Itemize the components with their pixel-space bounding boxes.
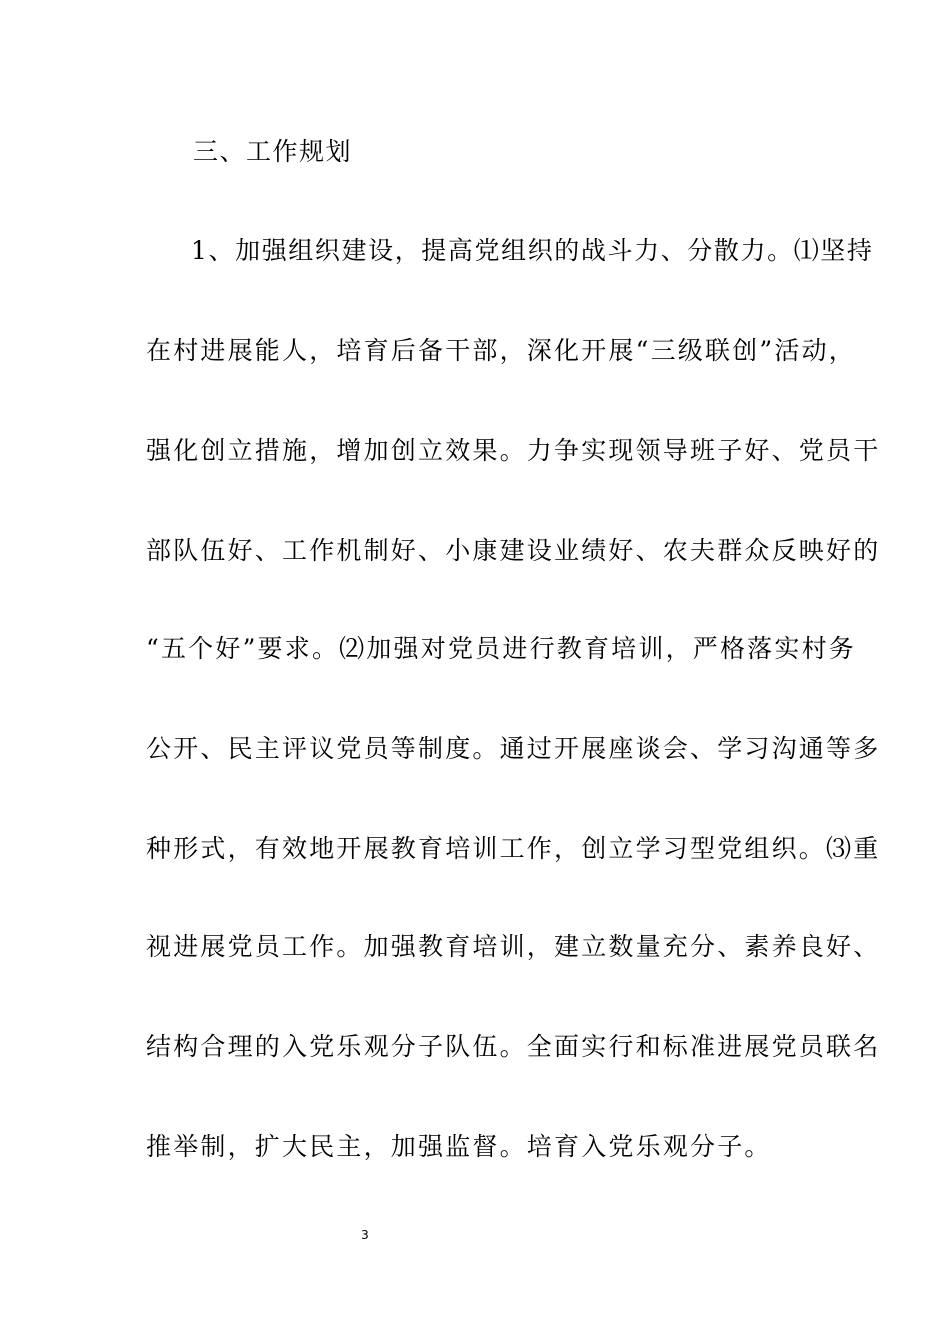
- paragraph-line-3: 强化创立措施，增加创立效果。力争实现领导班子好、党员干: [146, 436, 881, 465]
- paragraph-line-4: 部队伍好、工作机制好、小康建设业绩好、农夫群众反映好的: [146, 536, 881, 565]
- paragraph-line-1: 1、加强组织建设，提高党组织的战斗力、分散力。⑴坚持: [191, 236, 874, 265]
- paragraph-line-5: “五个好”要求。⑵加强对党员进行教育培训，严格落实村务: [146, 634, 856, 663]
- paragraph-line-2: 在村进展能人，培育后备干部，深化开展“三级联创”活动，: [146, 336, 856, 365]
- paragraph-line-9: 结构合理的入党乐观分子队伍。全面实行和标准进展党员联名: [146, 1032, 881, 1061]
- paragraph-line-10: 推举制，扩大民主，加强监督。培育入党乐观分子。: [146, 1132, 772, 1161]
- paragraph-line-6: 公开、民主评议党员等制度。通过开展座谈会、学习沟通等多: [146, 734, 881, 763]
- paragraph-line-8: 视进展党员工作。加强教育培训，建立数量充分、素养良好、: [146, 932, 881, 961]
- page-number: 3: [361, 1228, 369, 1242]
- paragraph-line-7: 种形式，有效地开展教育培训工作，创立学习型党组织。⑶重: [146, 834, 881, 863]
- section-heading: 三、工作规划: [193, 137, 353, 166]
